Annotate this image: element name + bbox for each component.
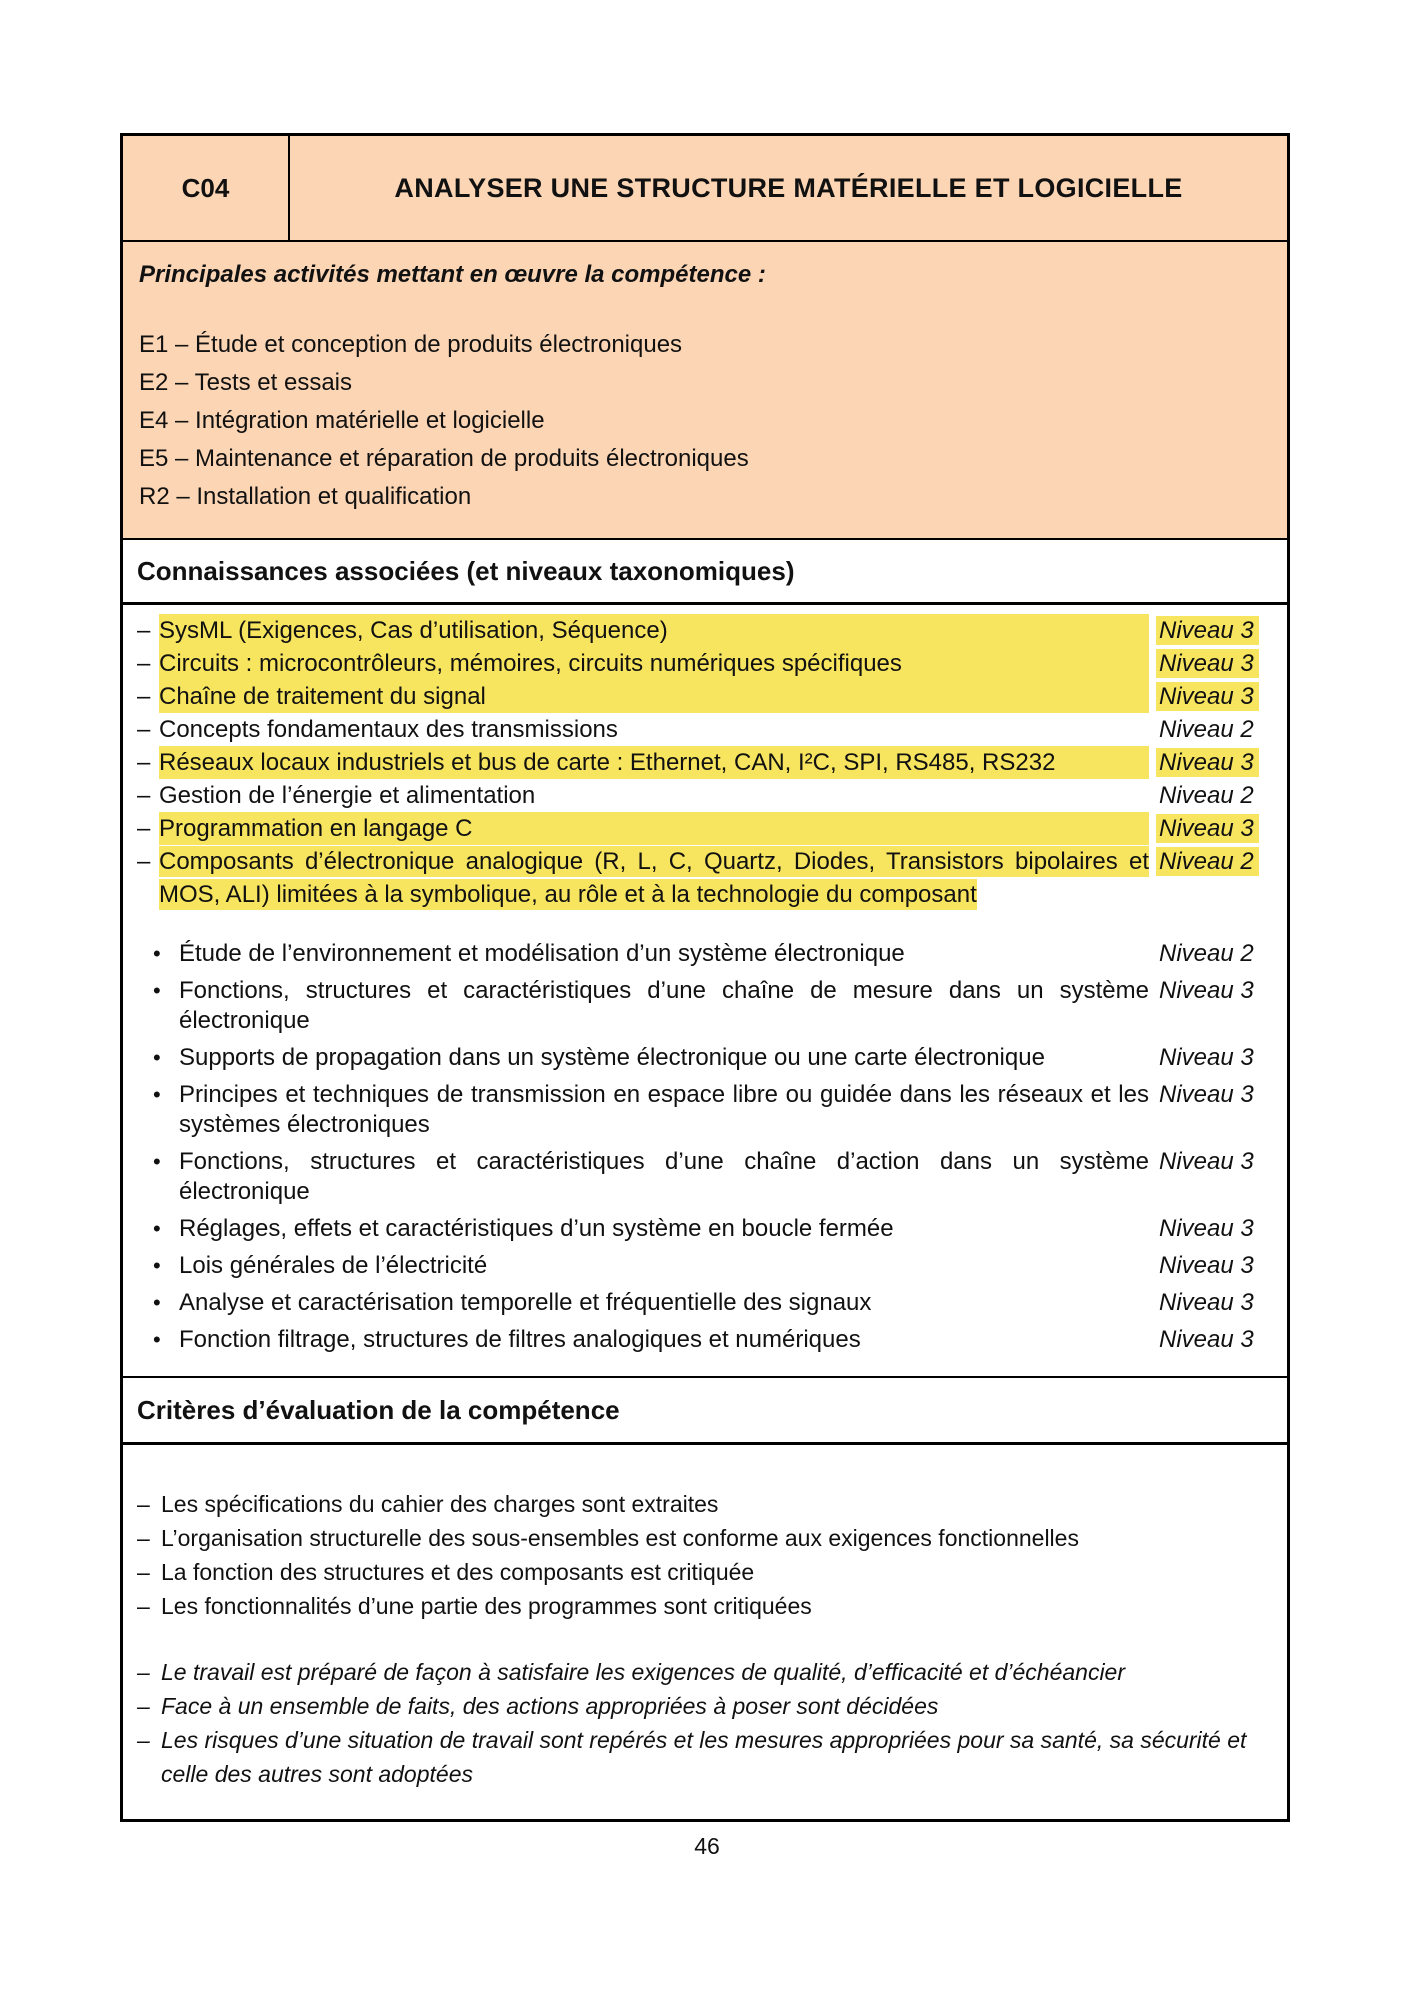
dash-item-text: Composants d’électronique analogique (R, L, C, Quartz, Diodes, Transistors bipolaires et MOS, ALI) limitées à la symbolique, au rôle et à la technologie du composant [159, 848, 1149, 908]
bullet-item [123, 1325, 1287, 1355]
dash-item-text: Circuits : microcontrôleurs, mémoires, circuits numériques spécifiques [159, 647, 1149, 680]
bullet-marker: • [153, 1082, 161, 1107]
bullet-item [123, 1214, 1287, 1244]
dash-item-text: Chaîne de traitement du signal [159, 680, 1149, 713]
level-label: Niveau 2 [1159, 782, 1254, 809]
dash-item [123, 845, 1287, 911]
activity-item: E4 – Intégration matérielle et logicielle [139, 407, 545, 434]
criteria-item-text: L’organisation structurelle des sous-ensembles est conforme aux exigences fonctionnelles [161, 1525, 1079, 1551]
dash-marker: – [137, 1693, 150, 1719]
dash-item-text: Concepts fondamentaux des transmissions [159, 716, 618, 743]
dash-marker: – [137, 1659, 150, 1685]
dash-item-text: Gestion de l’énergie et alimentation [159, 782, 536, 809]
bullet-marker: • [153, 1253, 161, 1278]
bullet-list [123, 939, 1287, 1355]
bullet-item-text: Analyse et caractérisation temporelle et fréquentielle des signaux [179, 1289, 872, 1316]
level-label: Niveau 3 [1159, 1289, 1254, 1316]
criteria-item [137, 1487, 1261, 1521]
table-header-row [123, 136, 1287, 242]
level-label: Niveau 3 [1159, 647, 1287, 680]
bullet-item [123, 1288, 1287, 1318]
criteria-item [137, 1655, 1261, 1689]
competency-title: ANALYSER UNE STRUCTURE MATÉRIELLE ET LOGICIELLE [394, 172, 1183, 203]
bullet-item [123, 1251, 1287, 1281]
level-label: Niveau 3 [1159, 977, 1254, 1004]
level-label: Niveau 3 [1159, 1081, 1254, 1108]
dash-item [123, 812, 1287, 845]
criteria-item [137, 1555, 1261, 1589]
dash-marker: – [137, 617, 151, 644]
level-label: Niveau 3 [1159, 1148, 1254, 1175]
dash-marker: – [137, 848, 151, 875]
dash-item [123, 779, 1287, 812]
level-label: Niveau 3 [1159, 614, 1287, 647]
activity-item: R2 – Installation et qualification [139, 483, 472, 510]
bullet-marker: • [153, 1045, 161, 1070]
dash-item [123, 614, 1287, 647]
criteria-item-text: Les risques d’une situation de travail sont repérés et les mesures appropriées pour sa santé, sa sécurité et celle des autres sont adoptées [161, 1727, 1247, 1787]
level-label: Niveau 2 [1159, 716, 1254, 743]
bullet-item-text: Fonction filtrage, structures de filtres analogiques et numériques [179, 1326, 861, 1353]
activity-item: E2 – Tests et essais [139, 369, 352, 396]
bullet-item-text: Supports de propagation dans un système électronique ou une carte électronique [179, 1044, 1045, 1071]
bullet-item [123, 1147, 1287, 1207]
criteria-item [137, 1521, 1261, 1555]
competency-table [120, 133, 1290, 1822]
competency-code: C04 [123, 136, 290, 240]
dash-item [123, 713, 1287, 746]
level-label: Niveau 3 [1159, 812, 1287, 845]
bullet-marker: • [153, 941, 161, 966]
dash-marker: – [137, 749, 151, 776]
dash-item [123, 647, 1287, 680]
dash-marker: – [137, 1491, 150, 1517]
bullet-marker: • [153, 1149, 161, 1174]
criteria-item-text: Face à un ensemble de faits, des actions appropriées à poser sont décidées [161, 1693, 939, 1719]
dash-item [123, 746, 1287, 779]
level-label: Niveau 2 [1159, 940, 1254, 967]
level-label: Niveau 3 [1159, 680, 1287, 713]
dash-marker: – [137, 815, 151, 842]
bullet-item-text: Principes et techniques de transmission en espace libre ou guidée dans les réseaux et les systèmes électroniques [179, 1081, 1149, 1138]
dash-item-text: Réseaux locaux industriels et bus de carte : Ethernet, CAN, I²C, SPI, RS485, RS232 [159, 746, 1149, 779]
activities-section [123, 242, 1287, 540]
bullet-item-text: Fonctions, structures et caractéristiques d’une chaîne de mesure dans un système électronique [179, 977, 1149, 1034]
bullet-item [123, 1043, 1287, 1073]
dash-marker: – [137, 650, 151, 677]
bullet-item-text: Fonctions, structures et caractéristiques d’une chaîne d’action dans un système électronique [179, 1148, 1149, 1205]
level-label: Niveau 3 [1159, 1215, 1254, 1242]
page-number: 46 [694, 1833, 720, 1859]
dash-marker: – [137, 1727, 150, 1753]
level-label: Niveau 3 [1159, 1252, 1254, 1279]
dash-marker: – [137, 1525, 150, 1551]
criteria-item-text: Les fonctionnalités d’une partie des programmes sont critiquées [161, 1593, 812, 1619]
bullet-item [123, 1080, 1287, 1140]
bullet-marker: • [153, 1327, 161, 1352]
bullet-marker: • [153, 1216, 161, 1241]
level-label: Niveau 2 [1159, 845, 1287, 878]
level-label: Niveau 3 [1159, 1326, 1254, 1353]
criteria-item-text: La fonction des structures et des composants est critiquée [161, 1559, 755, 1585]
criteria-item-text: Les spécifications du cahier des charges sont extraites [161, 1491, 719, 1517]
level-label: Niveau 3 [1159, 1044, 1254, 1071]
bullet-item [123, 976, 1287, 1036]
criteria-item [137, 1723, 1261, 1791]
dash-marker: – [137, 1559, 150, 1585]
criteria-heading: Critères d’évaluation de la compétence [123, 1376, 1287, 1445]
criteria-item [137, 1589, 1261, 1623]
bullet-marker: • [153, 978, 161, 1003]
criteria-item [137, 1689, 1261, 1723]
bullet-item-text: Lois générales de l’électricité [179, 1252, 488, 1279]
activities-intro: Principales activités mettant en œuvre la compétence : [139, 261, 766, 288]
dash-item [123, 680, 1287, 713]
bullet-item [123, 939, 1287, 969]
criteria-section [123, 1445, 1287, 1819]
bullet-item-text: Réglages, effets et caractéristiques d’un système en boucle fermée [179, 1215, 894, 1242]
bullet-marker: • [153, 1290, 161, 1315]
dash-marker: – [137, 1593, 150, 1619]
knowledge-section [123, 605, 1287, 1376]
activity-item: E5 – Maintenance et réparation de produits électroniques [139, 445, 749, 472]
dash-item-text: Programmation en langage C [159, 812, 1149, 845]
knowledge-heading: Connaissances associées (et niveaux taxonomiques) [123, 540, 1287, 605]
dash-marker: – [137, 782, 151, 809]
criteria-item-text: Le travail est préparé de façon à satisfaire les exigences de qualité, d’efficacité et d’échéancier [161, 1659, 1126, 1685]
criteria-group-spacer [137, 1623, 1261, 1655]
activity-item: E1 – Étude et conception de produits électroniques [139, 331, 683, 358]
dash-item-text: SysML (Exigences, Cas d’utilisation, Séquence) [159, 614, 1149, 647]
bullet-item-text: Étude de l’environnement et modélisation d’un système électronique [179, 940, 905, 967]
dash-marker: – [137, 683, 151, 710]
level-label: Niveau 3 [1159, 746, 1287, 779]
dash-marker: – [137, 716, 151, 743]
